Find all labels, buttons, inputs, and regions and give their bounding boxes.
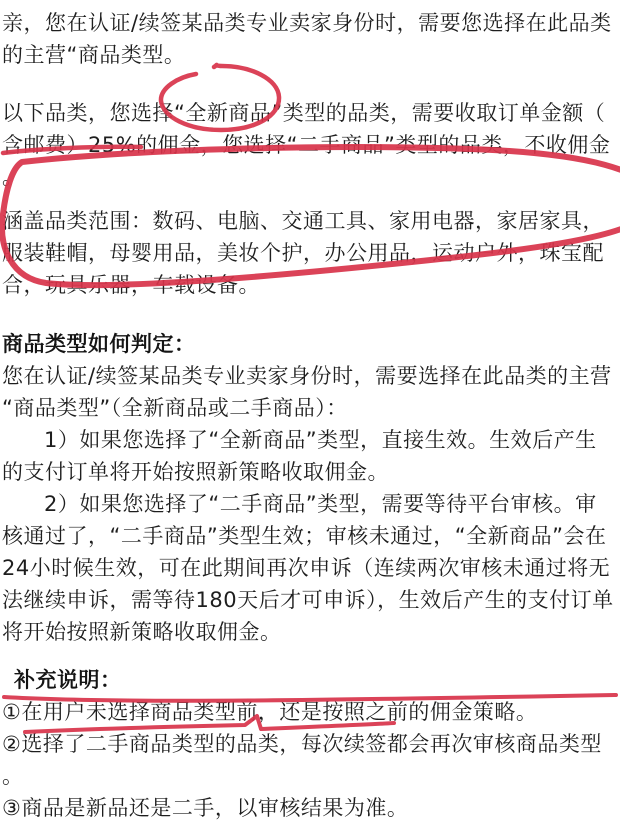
note1-paragraph: ①在用户未选择商品类型前，还是按照之前的佣金策略。 xyxy=(2,700,538,724)
note3-paragraph: ③商品是新品还是二手，以审核结果为准。 xyxy=(2,796,409,820)
notes-section-heading: 补充说明： xyxy=(14,668,122,692)
judge-rule1-paragraph: 1）如果您选择了“全新商品”类型，直接生效。生效后产生的支付订单将开始按照新策略收取佣金。 xyxy=(2,428,597,484)
judge-intro-paragraph: 您在认证/续签某品类专业卖家身份时，需要选择在此品类的主营“商品类型”（全新商品或二手商品）： xyxy=(2,364,612,420)
note2-paragraph: ②选择了二手商品类型的品类，每次续签都会再次审核商品类型。 xyxy=(2,732,602,788)
judge-section-heading: 商品类型如何判定： xyxy=(2,332,196,356)
intro-paragraph: 亲，您在认证/续签某品类专业卖家身份时，需要您选择在此品类的主营“商品类型。 xyxy=(2,11,612,67)
judge-rule2-paragraph: 2）如果您选择了“二手商品”类型，需要等待平台审核。审核通过了，“二手商品”类型生效；审核未通过，“全新商品”会在24小时候生效，可在此期间再次申诉（连续两次审核未通过将无法继续申诉，需等待180天后才可申诉），生效后产生的支付订单将开始按照新策略收取佣金。 xyxy=(2,492,614,644)
category-scope-paragraph: 涵盖品类范围：数码、电脑、交通工具、家用电器，家居家具，服装鞋帽，母婴用品，美妆个护，办公用品，运动户外，珠宝配合，玩具乐器，车载设备。 xyxy=(2,209,604,297)
commission-policy-paragraph: 以下品类，您选择“全新商品”类型的品类，需要收取订单金额（含邮费）25%的佣金，您选择“二手商品”类型的品类，不收佣金。 xyxy=(2,101,611,189)
